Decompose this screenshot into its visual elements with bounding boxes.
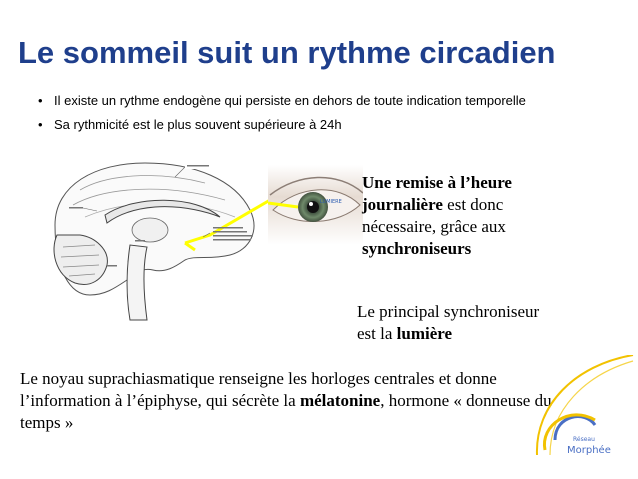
brainstem	[127, 245, 147, 320]
remise-line-2: journalière est donc	[362, 195, 504, 214]
bullet-item	[38, 116, 598, 134]
remise-line-1: Une remise à l’heure	[362, 173, 512, 192]
principal-text	[357, 301, 637, 345]
reseau-morphee-logo	[515, 355, 635, 473]
logo-small-text: Réseau	[573, 436, 595, 443]
remise-text	[362, 172, 592, 260]
bullet-text: Sa rythmicité est le plus souvent supérieure à 24h	[54, 117, 342, 132]
brain-diagram-image	[35, 155, 270, 325]
bullet-dot-icon: •	[38, 117, 43, 132]
bullet-item	[38, 92, 598, 110]
bullet-text: Il existe un rythme endogène qui persiste en dehors de toute indication temporelle	[54, 93, 526, 108]
noyau-paragraph: Le noyau suprachiasmatique renseigne les horloges centrales et donne l’information à l’épiphyse, qui sécrète la mélatonine, hormone « donneuse du temps »	[20, 369, 552, 432]
remise-line-3: nécessaire, grâce aux	[362, 217, 506, 236]
eye-label: LUMIERE	[320, 199, 342, 205]
bullet-list	[38, 92, 598, 140]
principal-line-2: est la lumière	[357, 324, 453, 343]
remise-line-4: synchroniseurs	[362, 239, 472, 258]
eye-image	[268, 165, 363, 245]
bullet-dot-icon: •	[38, 93, 43, 108]
slide-title: Le sommeil suit un rythme circadien	[18, 35, 556, 70]
logo-big-text: Morphée	[567, 445, 611, 456]
principal-line-1: Le principal synchroniseur	[357, 302, 540, 321]
